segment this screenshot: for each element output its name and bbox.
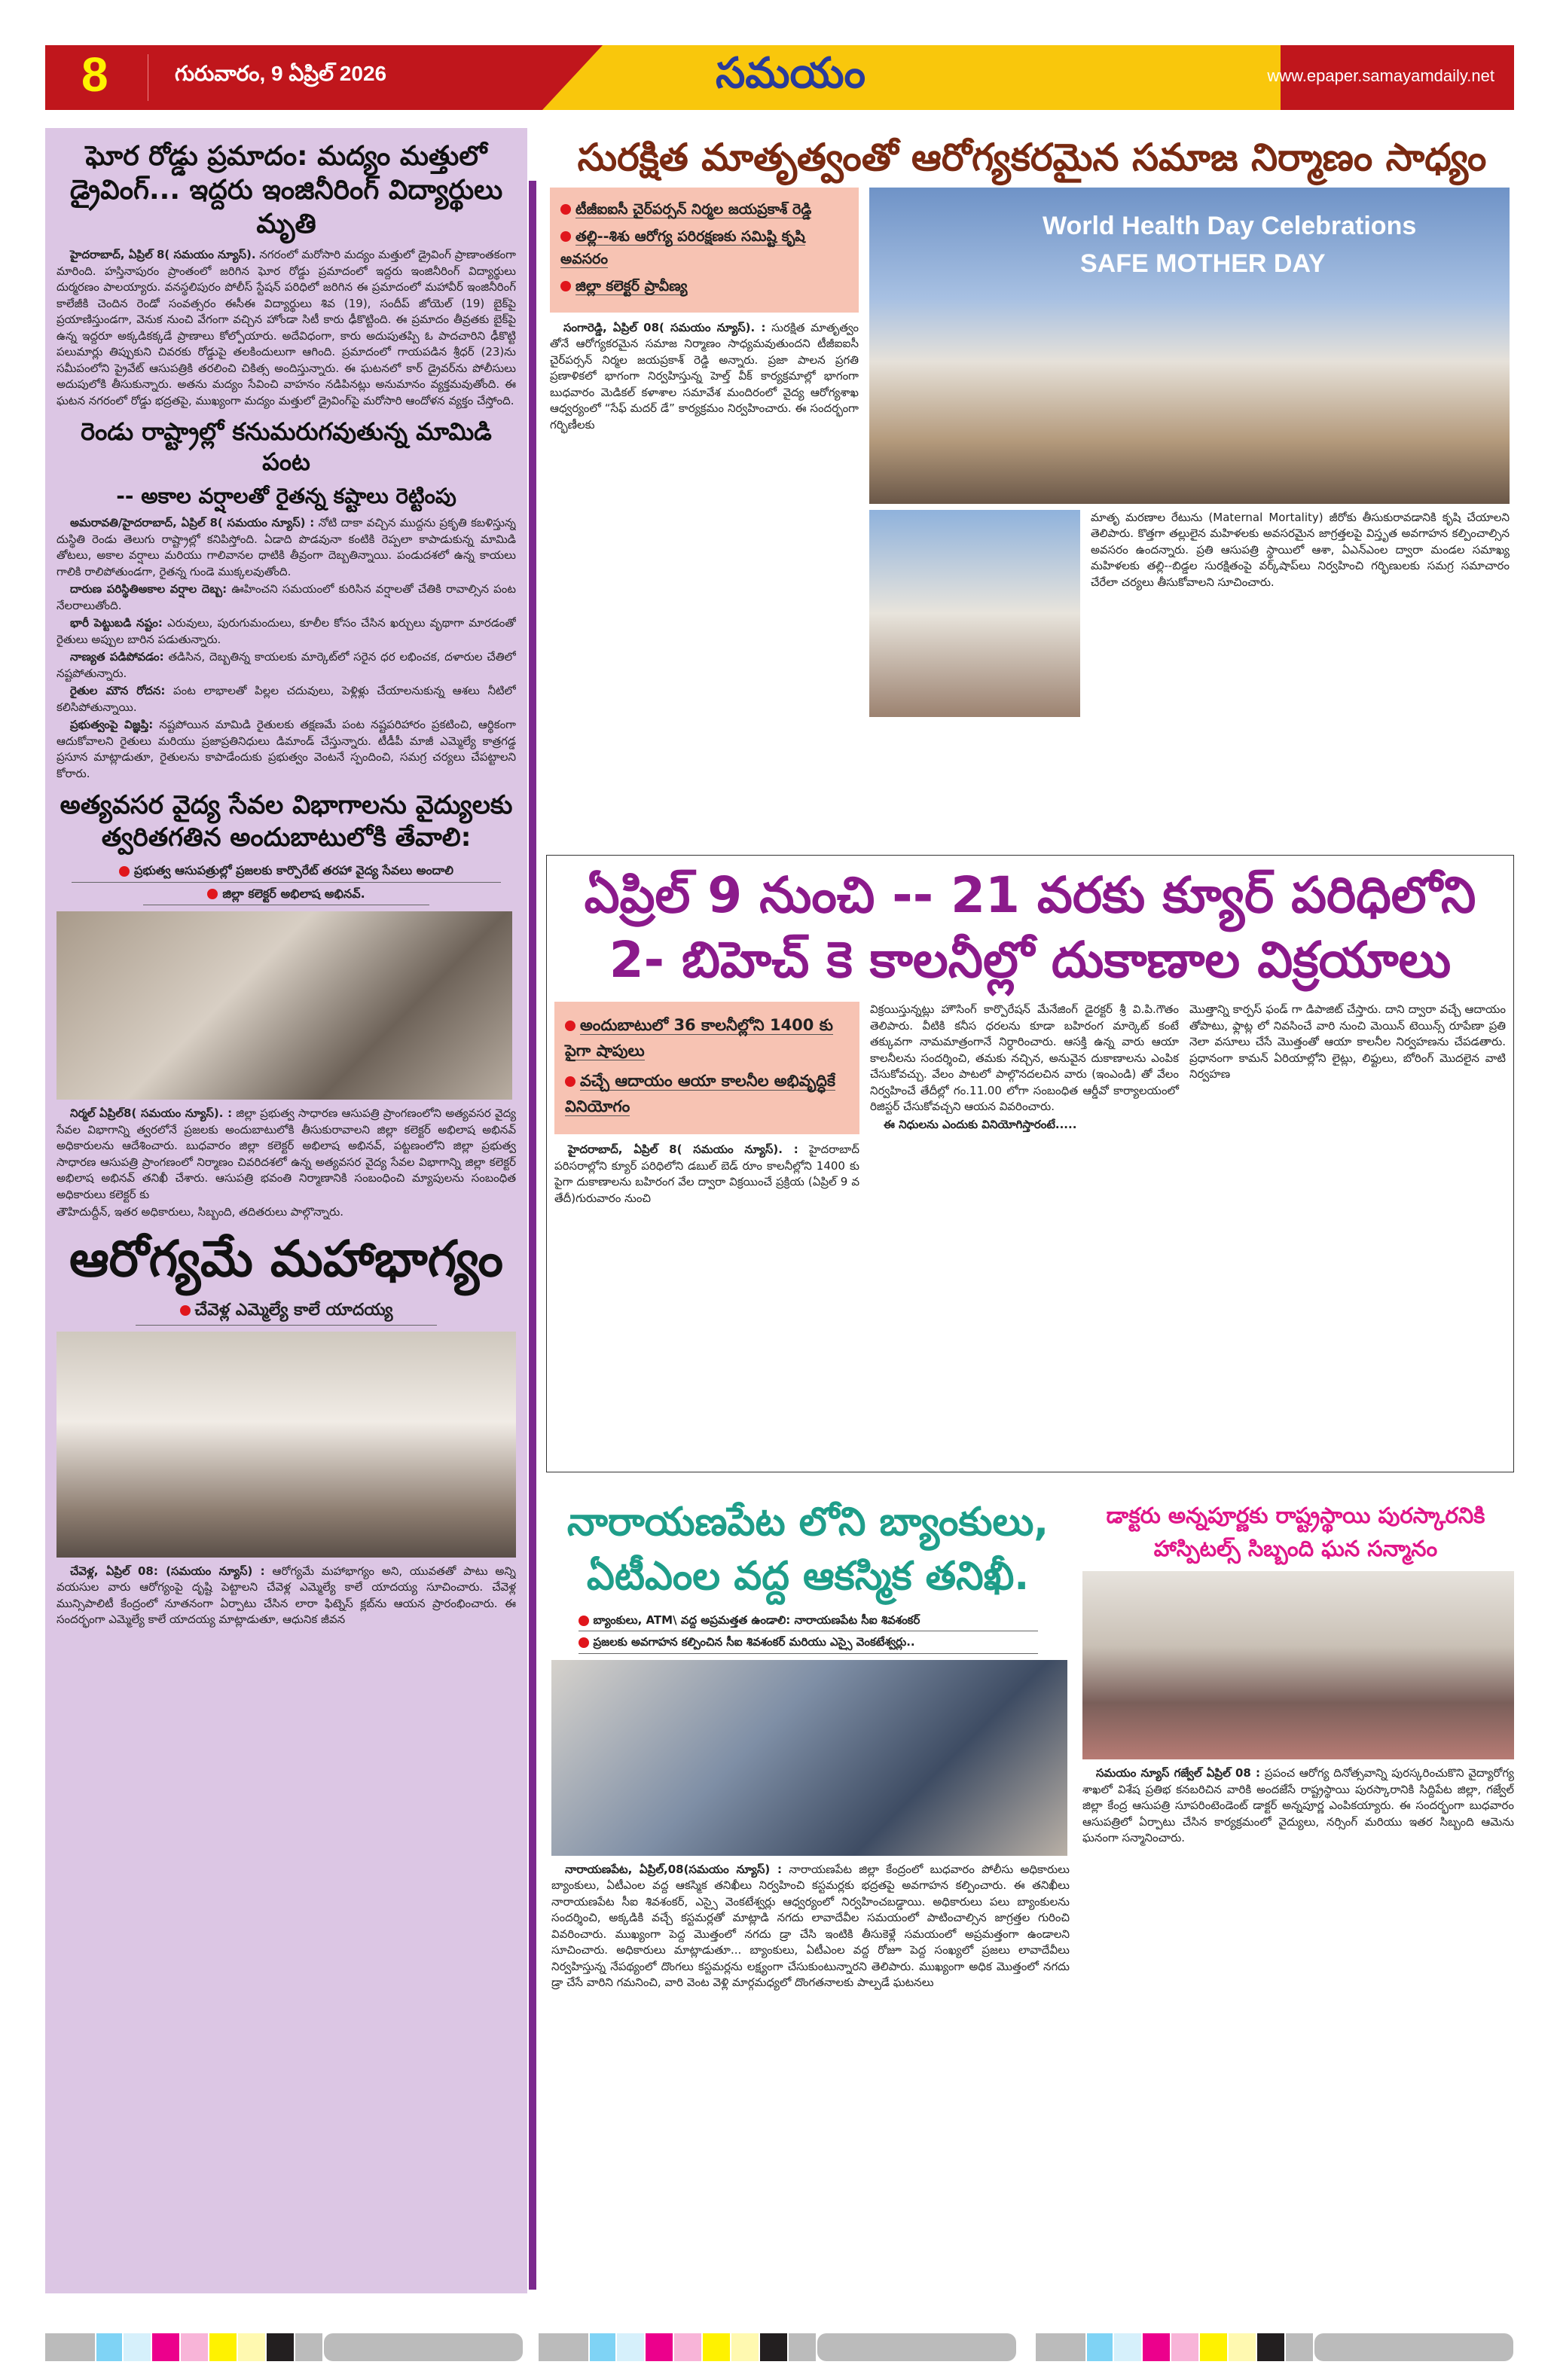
bullet-text: టీజీఐఐసీ చైర్‌పర్సన్ నిర్మల జయప్రకాశ్ రెడ్డి: [575, 200, 812, 218]
story1-headline: ఘోర రోడ్డు ప్రమాదం: మద్యం మత్తులో డ్రైవింగ్... ఇద్దరు ఇంజినీరింగ్ విద్యార్థులు మృతి: [69, 141, 503, 240]
article-text: నారాయణపేట జిల్లా కేంద్రంలో బుధవారం పోలీసు అధికారులు బ్యాంకులు, ఏటీఎంల వద్ద ఆకస్మిక తనిఖీలు నిర్వహించి కస్టమర్లకు భద్రతపై అవగాహన కల్పించారు. ఈ తనిఖీలు నారాయణపేట సీఐ శివశంకర్, ఎస్సై వెంకటేశ్వర్లు ఆధ్వర్యంలో నిర్వహించబడ్డాయి. అధికారులు పలు బ్యాంకులను సందర్శించి, అక్కడికి వచ్చే కస్టమర్లతో మాట్లాడి నగదు లావాదేవీల సమయంలో పాటించాల్సిన జాగ్రత్తల గురించి వివరించారు. ముఖ్యంగా పెద్ద మొత్తంలో నగదు డ్రా చేసి ఇంటికి తీసుకెళ్లే సమయంలో అప్రమత్తంగా ఉండాలని సూచించారు. అధికారులు మాట్లాడుతూ... బ్యాంకులు, ఏటీఎంల వద్ద రోజూ పెద్ద సంఖ్యలో ప్రజలు లావాదేవీలు నిర్వహిస్తున్న నేపథ్యంలో దొంగలు కస్టమర్లను లక్ష్యంగా చేసుకుంటున్నారని తెలిపారు. ముఖ్యంగా అధిక మొత్తంలో నగదు డ్రా చేసే వారిని గమనించి, వారి వెంట వెళ్లి మార్గమధ్యలో దొంగతనాలకు పాల్పడే ఘటనలు: [551, 1862, 1070, 1989]
story4-body: [56, 1564, 516, 1630]
column-rule: [529, 181, 536, 2290]
print-color-bar: [45, 2333, 523, 2361]
point-label: నాణ్యత పడిపోవడం:: [70, 650, 164, 664]
bullet-icon: [579, 1637, 589, 1648]
safe-mother-day-photo: [869, 188, 1510, 504]
bullet-text: వచ్చే ఆదాయం ఆయా కాలనీల అభివృద్ధికే వినియోగం: [565, 1072, 835, 1115]
bullet-text: తల్లి--శిశు ఆరోగ్య పరిరక్షణకు సమిష్టి కృషి అవసరం: [560, 227, 805, 267]
bank-headline: నారాయణపేట లోని బ్యాంకులు, ఏటీఎంల వద్ద ఆకస్మిక తనిఖీ.: [566, 1500, 1049, 1599]
point-label: భారీ పెట్టుబడి నష్టం:: [70, 616, 163, 630]
main-right-col: [869, 188, 1510, 717]
article-text: నోటి దాకా వచ్చిన ముద్దను ప్రకృతి కబళిస్తున్న దుస్థితి రెండు తెలుగు రాష్ట్రాల్లో కనిపిస్తోంది. ఏడాది పొడవునా కంటికి రెప్పలా కాపాడుకున్న మామిడి తోటలు, అకాల వర్షాలు మరియు గాలివానల ధాటికి తీవ్రంగా దెబ్బతిన్నాయి. పండుదశలో ఉన్న కాయలు గాలికి రాలిపోతుండగా, రైతన్న గుండె ముక్కలవుతోంది.: [56, 516, 516, 578]
article-text: జిల్లా ప్రభుత్వ సాధారణ ఆసుపత్రి ప్రాంగణంలోని అత్యవసర వైద్య సేవల విభాగాన్ని త్వరలోనే ప్రజలకు అందుబాటులోకి తీసుకురావాలని జిల్లా కలెక్టర్ అభిలాష అభినవ్ అధికారులను ఆదేశించారు. బుధవారం జిల్లా కలెక్టర్ అభిలాష అభినవ్, పట్టణంలోని జిల్లా ప్రభుత్వ సాధారణ ఆసుపత్రి ప్రాంగణంలో నిర్మాణం చివరిదశలో ఉన్న అత్యవసర వైద్య సేవల విభాగాన్ని జిల్లా కలెక్టర్ అభిలాష అభినవ్ తనిఖీ చేశారు. ఆసుపత్రి భవంతి నిర్మాణానికి సంబంధించి మ్యాపులను సంబంధిత అధికారులు కలెక్టర్ కు: [56, 1106, 516, 1201]
article-text: సురక్షిత మాతృత్వం తోనే ఆరోగ్యకరమైన సమాజ నిర్మాణం సాధ్యమవుతుందని టీజీఐఐసీ చైర్‌పర్సన్ నిర్మల జయప్రకాశ్ రెడ్డి అన్నారు. ప్రజా పాలన ప్రగతి ప్రణాళికలో భాగంగా నిర్వహిస్తున్న హెల్త్ వీక్ కార్యక్రమాల్లో భాగంగా బుధవారం మెడికల్ కళాశాల సమావేశ మందిరంలో వైద్య ఆరోగ్యశాఖ ఆధ్వర్యంలో “సేఫ్ మదర్ డే” కార్యక్రమం నిర్వహించారు. ఈ సందర్భంగా గర్భిణీలకు: [550, 320, 859, 432]
bullet-icon: [207, 889, 218, 899]
point-label: రైతుల మౌన రోదన:: [70, 684, 166, 697]
bullet-icon: [560, 231, 571, 242]
story3-closing: తౌహిదుద్దీన్, ఇతర అధికారులు, సిబ్బంది, తదితరులు పాల్గొన్నారు.: [56, 1205, 344, 1219]
story2-subhead: -- అకాల వర్షాలతో రైతన్న కష్టాలు రెట్టింపు: [116, 484, 456, 508]
main-body: [550, 320, 859, 435]
article-text: ప్రపంచ ఆరోగ్య దినోత్సవాన్ని పురస్కరించుకొని వైద్యారోగ్య శాఖలో విశేష ప్రతిభ కనబరిచిన వారికి అందజేసే రాష్ట్రస్థాయి పురస్కారానికి సిద్దిపేట జిల్లా, గజ్వేల్ జిల్లా కేంద్ర ఆసుపత్రి సూపరింటెండెంట్ డాక్టర్ అన్నపూర్ణ ఎంపికయ్యారు. ఈ సందర్భంగా బుధవారం ఆసుపత్రిలో ఏర్పాటు చేసిన కార్యక్రమంలో వైద్యులు, నర్సింగ్ మరియు ఇతర సిబ్బంది ఆమెను ఘనంగా సన్మానించారు.: [1082, 1766, 1514, 1844]
story3-body: [56, 1106, 516, 1222]
story4-bullet: [136, 1296, 437, 1326]
doctor-felicitation-photo: [1082, 1571, 1514, 1759]
bullet-text: అందుబాటులో 36 కాలనీల్లోని 1400 కు పైగా షాపులు: [565, 1016, 833, 1060]
point-label: ప్రభుత్వంపై విజ్ఞప్తి:: [70, 718, 154, 731]
bullet-text: ప్రజలకు అవగాహన కల్పించిన సీఐ శివశంకర్ మరియు ఎస్సై వెంకటేశ్వర్లు..: [593, 1635, 915, 1649]
masthead-yellow-band: [542, 45, 1281, 110]
fitness-club-photo: [56, 1332, 516, 1558]
bullet-text: ప్రభుత్వ ఆసుపత్రుల్లో ప్రజలకు కార్పొరేట్ తరహా వైద్య సేవలు అందాలి: [134, 863, 453, 877]
epaper-url[interactable]: www.epaper.samayamdaily.net: [1267, 66, 1494, 85]
collector-inspection-photo: [56, 911, 512, 1100]
photo-banner-subtitle: SAFE MOTHER DAY: [1080, 249, 1326, 278]
bullet-text: చేవెళ్ల ఎమ్మెల్యే కాలే యాదయ్య: [194, 1301, 393, 1320]
doctor-headline: డాక్టరు అన్నపూర్ణకు రాష్ట్రస్థాయి పురస్కారనికి హాస్పిటల్స్ సిబ్బంది ఘన సన్మానం: [1106, 1503, 1485, 1561]
story2-body: [56, 515, 516, 783]
point-text: పంట లాభాలతో పిల్లల చదువులు, పెళ్లిళ్లు చేయాలనుకున్న ఆశలు నీటిలో కలిసిపోతున్నాయి.: [56, 684, 516, 714]
bullet-icon: [560, 281, 571, 291]
photo-banner-title: World Health Day Celebrations: [1043, 211, 1417, 240]
point-label: దారుణ పరిస్థితిఅకాల వర్షాల దెబ్బ:: [70, 582, 227, 596]
bullet-icon: [565, 1021, 575, 1031]
story3-bullets: [72, 859, 501, 905]
bullet-icon: [560, 204, 571, 215]
newspaper-logo: సమయం: [716, 50, 866, 97]
bank-inspection-photo: [551, 1660, 1067, 1856]
bank-story: [546, 1495, 1070, 2293]
dateline: అమరావతి/హైదరాబాద్, ఏప్రిల్ 8( సమయం న్యూస్) :: [70, 516, 315, 529]
main-story: [550, 134, 1514, 846]
cure-col1: [554, 1002, 859, 1208]
point-text: ఎరువులు, పురుగుమందులు, కూలీల కోసం చేసిన ఖర్చులు వృథాగా మారడంతో రైతులు అప్పుల బారిన పడుతున్నారు.: [56, 616, 516, 646]
story4-headline: ఆరోగ్యమే మహాభాగ్యం: [69, 1229, 503, 1288]
bank-bullets: [579, 1610, 1038, 1654]
cure-story-frame: [546, 855, 1514, 1472]
cure-body-col3: [1189, 1002, 1506, 1083]
cure-subhead: ఈ నిధులను ఎందుకు వినియోగిస్తారంటే.....: [884, 1117, 1077, 1131]
main-highlights: [550, 188, 859, 313]
bullet-icon: [579, 1616, 589, 1626]
masthead-bar: [45, 45, 1514, 110]
print-color-bar: [1036, 2333, 1513, 2361]
article-text: విక్రయిస్తున్నట్లు హౌసింగ్ కార్పొరేషన్ మేనేజింగ్ డైరక్టర్ శ్రీ వి.పి.గౌతం తెలిపారు. వీటికి కనీస ధరలను కూడా బహిరంగ మార్కెట్ కంటే తక్కువగా నామమాత్రంగానే నిర్ధారించారు. ఆసక్తి ఉన్న వారు ఆయా కాలనీలను సందర్శించి, తమకు నచ్చిన, అనువైన దుకాణాలను ఎంపిక చేసుకోవచ్చు. వేలం పాటలో పాల్గొనదలచిన వారు (ఇంఎండి) తో వేలం నిర్వహించే తేదీల్లో గం.11.00 లోగా సంబంధిత ఆర్డీవో కార్యాలయంలో రిజిస్టర్ చేసుకోవచ్చని ఆయన వివరించారు.: [870, 1002, 1179, 1113]
cure-headline: ఏప్రిల్ 9 నుంచి -- 21 వరకు క్యూర్ పరిధిలోని 2- బిహెచ్ కె కాలనీల్లో దుకాణాల విక్రయాలు: [584, 866, 1476, 989]
story2-headline: రెండు రాష్ట్రాల్లో కనుమరుగవుతున్న మామిడి పంట: [81, 417, 492, 476]
cure-body-col1: [554, 1142, 859, 1208]
bullet-icon: [119, 866, 130, 877]
dateline: నిర్మల్ ఏప్రిల్8( సమయం న్యూస్). :: [70, 1106, 233, 1121]
article-text: ఆరోగ్యమే మహాభాగ్యం అని, యువతతో పాటు అన్ని వయసుల వారు ఆరోగ్యంపై దృష్టి పెట్టాలని చేవెళ్ల ఎమ్మెల్యే కాలే యాదయ్య సూచించారు. చేవెళ్ల మున్సిపాలిటీ కేంద్రంలో నూతనంగా ఏర్పాటు చేసిన లారా ఫిట్నెస్ క్లబ్‌ను ఆయన ప్రారంభించారు. ఈ సందర్భంగా ఎమ్మెల్యే కాలే యాదయ్య మాట్లాడుతూ, ఆధునిక జీవన: [56, 1564, 516, 1627]
point-text: ఊహించని సమయంలో కురిసిన వర్షాలతో చేతికి రావాల్సిన పంట నేలరాలుతోంది.: [56, 582, 516, 612]
story1-body: [56, 247, 516, 410]
bullet-text: జిల్లా కలెక్టర్ అభిలాష అభినవ్.: [222, 886, 365, 901]
bullet-text: బ్యాంకులు, ATM\ వద్ద అప్రమత్తత ఉండాలి: నారాయణపేట సీఐ శివశంకర్: [593, 1613, 920, 1627]
point-text: తడిసిన, దెబ్బతిన్న కాయలకు మార్కెట్‌లో సరైన ధర లభించక, దళారుల చేతిలో నష్టపోతున్నారు.: [56, 650, 516, 680]
issue-date: గురువారం, 9 ఏప్రిల్ 2026: [175, 62, 387, 85]
dateline: సమయం న్యూస్ గజ్వేల్ ఏప్రిల్ 08 :: [1096, 1766, 1261, 1780]
story3-headline: అత్యవసర వైద్య సేవల విభాగాలను వైద్యులకు త్వరితగతిన అందుబాటులోకి తేవాలి:: [60, 790, 513, 853]
bullet-icon: [180, 1305, 191, 1316]
main-left-col: [550, 188, 859, 435]
article-text: మాతృ మరణాల రేటును (Maternal Mortality) జీరోకు తీసుకురావడానికి కృషి చేయాలని తెలిపారు. కొత్తగా తల్లులైన మహిళలకు అవసరమైన జాగ్రత్తలపై విస్తృత అవగాహన కల్పించాల్సిన అవసరం ఉందన్నారు. ప్రతి ఆసుపత్రి స్థాయిలో ఆశా, ఏఎన్ఎంల ద్వారా మండల సమాఖ్య మహిళలకు తల్లి--బిడ్డల సురక్షితంపై వర్క్‌షాప్‌లు నిర్వహించి గర్భిణులకు సమగ్ర సమాచారం చేరేలా చర్యలు తీసుకోవాలని సూచించారు.: [1091, 510, 1510, 589]
left-column-content: [56, 139, 516, 2290]
article-text: హైదరాబాద్ పరిసరాల్లోని క్యూర్ పరిధిలోని డబుల్ బెడ్ రూం కాలనీల్లోని 1400 కు పైగా దుకాణాలను బహిరంగ వేల ద్వారా విక్రయించే ప్రక్రియ (ఏప్రిల్ 9 వ తేదీ)గురువారం నుంచి: [554, 1143, 859, 1205]
dateline: హైదరాబాద్, ఏప్రిల్ 8( సమయం న్యూస్). :: [568, 1143, 798, 1156]
article-text: నగరంలో మరోసారి మద్యం మత్తులో డ్రైవింగ్ ప్రాణాంతకంగా మారింది. హస్తినాపురం ప్రాంతంలో జరిగిన ఘోర రోడ్డు ప్రమాదంలో ఇద్దరు ఇంజినీరింగ్ విద్యార్థులు దుర్మరణం పాలయ్యారు. వనస్థలిపురం పోలీస్ స్టేషన్ పరిధిలో జరిగిన ఈ ప్రమాదంలో మహావీర్ ఇంజినీరింగ్ కాలేజీకి చెందిన రెండో సంవత్సరం ఈసీఈ విద్యార్థులు శివ (19), సందీప్ జోయెల్ (19) బైక్‌పై ప్రయాణిస్తుండగా, వెనుక నుంచి వేగంగా వచ్చిన హోండా సిటీ కారు ఢీకొట్టింది. ఈ ప్రమాదం తీవ్రతకు బైక్‌పై ఉన్న ఇద్దరూ అక్కడికక్కడే ప్రాణాలు కోల్పోయారు. అదేవిధంగా, కారు అదుపుతప్పి ఓ పాదచారిని ఢీకొట్టి పలుమార్లు తిప్పుకుని చివరకు రోడ్డుపై తలకిందులుగా ఆగింది. ప్రమాదంలో గాయపడిన శ్రీధర్ (23)ను సమీపంలోని ప్రైవేట్ ఆసుపత్రికి తరలించి చికిత్స అందిస్తున్నారు. ఈ ఘటనలో కార్ డ్రైవర్‌ను పోలీసులు అదుపులోకి తీసుకున్నారు. అతను మద్యం సేవించి వాహనం నడిపినట్లు అనుమానం వ్యక్తమవుతోంది. ఈ ఘటన నగరంలో రోడ్డు భద్రతపై, ముఖ్యంగా మద్యం మత్తులో డ్రైవింగ్‌పై మరోసారి ఆందోళన వ్యక్తం చేస్తోంది.: [56, 248, 516, 407]
doctor-body: [1077, 1765, 1514, 1848]
cure-body-col2: [870, 1002, 1179, 1134]
dateline: చేవెళ్ల, ఏప్రిల్ 08: (సమయం న్యూస్) :: [70, 1564, 265, 1578]
point-text: నష్టపోయిన మామిడి రైతులకు తక్షణమే పంట నష్టపరిహారం ప్రకటించి, ఆర్థికంగా ఆదుకోవాలని రైతులు మరియు ప్రజాప్రతినిధులు డిమాండ్ చేస్తున్నారు. టీడీపీ మాజీ ఎమ్మెల్యే కాత్రగడ్డ ప్రసూన మాట్లాడుతూ, రైతులను కాపాడేందుకు ప్రభుత్వం వెంటనే స్పందించి, సమగ్ర చర్యలు చేపట్టాలని కోరారు.: [56, 718, 516, 780]
bullet-text: జిల్లా కలెక్టర్ ప్రావీణ్య: [575, 277, 688, 294]
bank-body: [546, 1862, 1070, 1993]
page-number: 8: [81, 47, 108, 102]
bullet-icon: [565, 1076, 575, 1087]
print-color-bar: [539, 2333, 1016, 2361]
article-text: మొత్తాన్ని కార్పస్ ఫండ్ గా డిపాజిట్ చేస్తారు. దాని ద్వారా వచ్చే ఆదాయం తోపాటు, ఫ్లాట్ల లో నివసించే వారి నుంచి మెయిన్ టెయిన్స్ రూపేణా ప్రతి నెలా వసూలు చేసే మొత్తంతో ఆయా కాలనీల నిర్వహణను చేపడతారు. ప్రధానంగా కామన్ ఏరియాల్లోని లైట్లు, లిఫ్టులు, బోరింగ్ మొదలైన వాటి నిర్వహణ: [1189, 1002, 1506, 1081]
doctor-story: [1077, 1499, 1514, 2293]
main-headline: సురక్షిత మాతృత్వంతో ఆరోగ్యకరమైన సమాజ నిర్మాణం సాధ్యం: [577, 136, 1487, 179]
cure-highlights: [554, 1002, 859, 1134]
dateline: సంగారెడ్డి, ఏప్రిల్ 08( సమయం న్యూస్). :: [563, 320, 766, 334]
main-body-right: [1091, 510, 1510, 591]
dateline: నారాయణపేట, ఏప్రిల్,08(సమయం న్యూస్) :: [565, 1862, 783, 1876]
event-photo-2: [869, 510, 1080, 717]
dateline: హైదరాబాద్, ఏప్రిల్ 8( సమయం న్యూస్).: [70, 248, 256, 261]
